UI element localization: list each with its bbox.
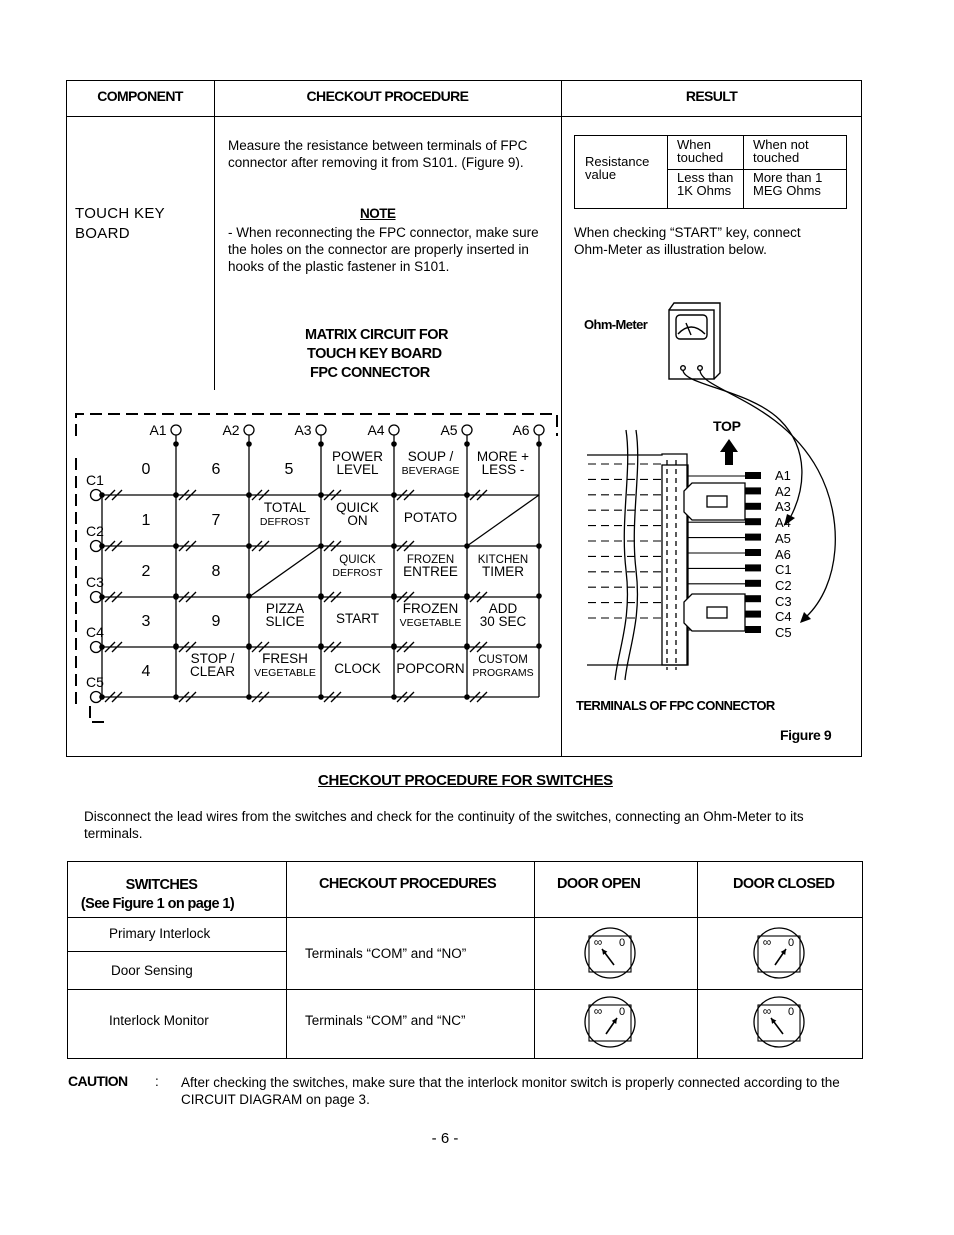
matrix-node-dot <box>464 593 470 599</box>
meter-scale-infinity: ∞ <box>593 1004 603 1018</box>
key-label-line1: POWER <box>331 449 384 464</box>
ohm-meter-label: Ohm-Meter <box>584 317 648 332</box>
key-label-line1: CUSTOM <box>478 654 528 666</box>
matrix-node-dot <box>246 543 252 549</box>
procedure-text: Measure the resistance between terminals of FPC connector after removing it from S101. (Figure 9). <box>228 138 528 170</box>
fpc-terminal-pin <box>745 503 761 510</box>
key-label: 9 <box>211 613 221 630</box>
column-terminal-a2 <box>244 425 254 435</box>
key-label-line2: ENTREE <box>403 564 458 579</box>
matrix-node-dot <box>173 694 179 700</box>
terminals-caption: TERMINALS OF FPC CONNECTOR <box>576 698 775 713</box>
key-label-line1: FROZEN <box>406 554 455 566</box>
header-door-open: DOOR OPEN <box>557 876 641 892</box>
key-label-line2: 30 SEC <box>479 614 527 629</box>
row-group1-procedure: Terminals “COM” and “NO” <box>305 946 467 961</box>
fpc-terminal-pin <box>745 534 761 541</box>
switch-section-intro: Disconnect the lead wires from the switches and check for the continuity of the switches, connecting an Ohm-Meter to its terminals. <box>84 809 804 841</box>
matrix-node-dot <box>391 492 397 498</box>
meter-scale-zero: 0 <box>787 1006 795 1018</box>
when-touched: When touched <box>677 137 724 165</box>
meter-scale-infinity: ∞ <box>762 1004 772 1018</box>
page-number: - 6 - <box>431 1130 459 1147</box>
matrix-node-dot <box>246 492 252 498</box>
matrix-node-dot <box>173 441 179 447</box>
matrix-node-dot <box>173 643 179 649</box>
row-label-c2: C2 <box>86 523 104 539</box>
header-component: COMPONENT <box>97 88 183 104</box>
row-group2-procedure: Terminals “COM” and “NC” <box>305 1013 466 1028</box>
caution-colon: : <box>155 1074 159 1089</box>
matrix-node-dot <box>318 593 324 599</box>
column-label-a1: A1 <box>149 422 167 438</box>
fpc-terminal-pin <box>745 549 761 556</box>
header-procedure: CHECKOUT PROCEDURE <box>306 88 469 104</box>
matrix-node-dot <box>464 643 470 649</box>
column-label-a4: A4 <box>367 422 385 438</box>
terminal-label-a2: A2 <box>775 483 791 499</box>
ohm-meter-group1-open <box>585 928 635 978</box>
when-not-touched: When not touched <box>753 137 809 165</box>
header-door-closed: DOOR CLOSED <box>733 876 835 892</box>
key-label-line1: FROZEN <box>402 601 459 616</box>
key-label: 5 <box>284 461 294 478</box>
matrix-node-dot <box>246 593 252 599</box>
plastic-hooks <box>684 483 745 631</box>
matrix-node-dot <box>464 441 470 447</box>
key-label-line2: SLICE <box>265 614 305 629</box>
switch-section-title: CHECKOUT PROCEDURE FOR SWITCHES <box>318 772 613 789</box>
terminal-label-c2: C2 <box>775 577 792 593</box>
matrix-node-dot <box>99 492 105 498</box>
key-label-line1: QUICK <box>336 500 379 515</box>
column-label-a5: A5 <box>440 422 458 438</box>
matrix-node-dot <box>536 441 542 447</box>
fpc-terminal-pin <box>745 595 761 602</box>
fpc-terminal-pin <box>745 580 761 587</box>
key-label: 2 <box>141 563 151 580</box>
meter-readings <box>560 920 820 1055</box>
matrix-node-dot <box>99 694 105 700</box>
figure-label: Figure 9 <box>780 727 832 743</box>
key-label-line2: TIMER <box>482 564 524 579</box>
terminal-labels <box>775 468 792 641</box>
cable-wires <box>615 430 638 680</box>
matrix-node-dot <box>318 643 324 649</box>
row-label-c5: C5 <box>86 674 104 690</box>
matrix-node-dot <box>391 593 397 599</box>
ohm-meter-group2-open <box>585 997 635 1047</box>
terminal-label-c1: C1 <box>775 562 792 578</box>
key-label-line1: FRESH <box>262 651 308 666</box>
fpc-terminal-pin <box>745 564 761 571</box>
matrix-node-dot <box>391 643 397 649</box>
caution-text: After checking the switches, make sure that the interlock monitor switch is properly connected according to the CIRCUIT DIAGRAM on page 3. <box>181 1075 840 1107</box>
matrix-node-dot <box>464 543 470 549</box>
fpc-terminal-pin <box>745 472 761 479</box>
empty-cell-diagonal <box>467 495 539 546</box>
key-label: 3 <box>141 613 151 630</box>
terminal-label-a4: A4 <box>775 515 791 531</box>
matrix-node-dot <box>318 543 324 549</box>
column-terminal-a6 <box>534 425 544 435</box>
key-label-line2: DEFROST <box>259 516 311 528</box>
matrix-node-dot <box>391 694 397 700</box>
matrix-node-dot <box>318 441 324 447</box>
key-label-line1: STOP / <box>190 651 235 666</box>
meter-scale-infinity: ∞ <box>762 935 772 949</box>
matrix-node-dot <box>173 543 179 549</box>
key-label-line2: PROGRAMS <box>472 667 534 679</box>
matrix-node-dot <box>99 644 105 650</box>
meter-scale-infinity: ∞ <box>593 935 603 949</box>
empty-cell-diagonal <box>249 546 321 597</box>
column-terminal-a3 <box>316 425 326 435</box>
top-arrow <box>720 439 738 465</box>
meter-scale-zero: 0 <box>618 937 626 949</box>
ohm-meter-group2-closed <box>754 997 804 1047</box>
column-terminal-a4 <box>389 425 399 435</box>
column-terminal-a5 <box>462 425 472 435</box>
matrix-title-line-1: MATRIX CIRCUIT FOR <box>305 327 448 343</box>
key-label-line1: MORE + <box>476 449 530 464</box>
column-terminal-a1 <box>171 425 181 435</box>
result-column-divider <box>561 80 562 757</box>
note-text: - When reconnecting the FPC connector, make sure the holes on the connector are properly inserted in hooks of the plastic fastener in S101. <box>228 225 539 274</box>
top-table-header-divider <box>66 116 862 117</box>
component-name: TOUCH KEY BOARD <box>75 205 165 242</box>
row-interlock-monitor: Interlock Monitor <box>109 1013 209 1028</box>
column-label-a2: A2 <box>222 422 240 438</box>
fpc-terminal-pin <box>745 518 761 525</box>
column-label-a3: A3 <box>294 422 312 438</box>
key-label-line2: VEGETABLE <box>254 667 316 679</box>
key-label: POTATO <box>403 510 458 525</box>
terminal-label-a1: A1 <box>775 468 791 483</box>
matrix-node-dot <box>173 593 179 599</box>
matrix-node-dot <box>246 643 252 649</box>
matrix-circuit-diagram <box>66 400 561 730</box>
terminal-label-a6: A6 <box>775 546 791 562</box>
fpc-terminal-pin <box>745 611 761 618</box>
terminal-label-c3: C3 <box>775 593 792 609</box>
component-column-divider <box>214 80 215 390</box>
matrix-node-dot <box>173 492 179 498</box>
key-label: POPCORN <box>396 661 465 676</box>
key-label-line1: QUICK <box>339 554 376 566</box>
matrix-title-line-2: TOUCH KEY BOARD <box>307 346 442 362</box>
key-label-line1: ADD <box>488 601 518 616</box>
result-note: When checking “START” key, connect Ohm-Meter as illustration below. <box>574 225 801 257</box>
terminal-label-c5: C5 <box>775 625 792 641</box>
terminal-label-c4: C4 <box>775 609 792 625</box>
matrix-node-dot <box>391 441 397 447</box>
key-label-line2: ON <box>347 513 368 528</box>
key-label-line1: TOTAL <box>263 500 307 515</box>
key-label-line1: SOUP / <box>407 449 454 464</box>
key-label: 4 <box>141 663 151 680</box>
key-label: START <box>335 611 380 626</box>
resistance-table <box>574 135 847 209</box>
column-label-a6: A6 <box>512 422 530 438</box>
key-label: 8 <box>211 563 221 580</box>
not-touched-value: More than 1 MEG Ohms <box>753 170 823 198</box>
key-label-line2: DEFROST <box>332 567 383 579</box>
matrix-node-dot <box>536 643 542 649</box>
row-primary-interlock: Primary Interlock <box>109 926 211 941</box>
matrix-node-dot <box>318 694 324 700</box>
matrix-node-dot <box>99 543 105 549</box>
key-label: 0 <box>141 461 151 478</box>
fpc-terminal-pin <box>745 487 761 494</box>
key-label-line2: CLEAR <box>189 664 236 679</box>
matrix-node-dot <box>99 594 105 600</box>
key-label-line1: PIZZA <box>265 601 305 616</box>
matrix-node-dot <box>246 441 252 447</box>
key-label: 7 <box>211 512 221 529</box>
matrix-node-dot <box>464 694 470 700</box>
matrix-node-dot <box>318 492 324 498</box>
key-label-line2: BEVERAGE <box>401 465 460 477</box>
resistance-row-label: Resistance value <box>585 154 650 182</box>
meter-scale-zero: 0 <box>618 1006 626 1018</box>
row-label-c1: C1 <box>86 472 104 488</box>
terminal-label-a5: A5 <box>775 530 791 546</box>
terminal-label-a3: A3 <box>775 499 791 515</box>
fpc-connector-figure <box>565 295 857 695</box>
key-label-line1: KITCHEN <box>477 554 529 566</box>
matrix-grid <box>91 425 545 703</box>
row-door-sensing: Door Sensing <box>111 963 193 978</box>
matrix-node-dot <box>246 694 252 700</box>
top-label: TOP <box>713 418 741 434</box>
key-label-line2: VEGETABLE <box>399 617 462 629</box>
matrix-node-dot <box>464 492 470 498</box>
key-label: CLOCK <box>334 661 381 676</box>
row-label-c4: C4 <box>86 624 104 640</box>
ohm-meter-group1-closed <box>754 928 804 978</box>
key-label-line2: LEVEL <box>336 462 379 477</box>
meter-scale-zero: 0 <box>787 937 795 949</box>
fpc-connector-body <box>587 454 688 670</box>
matrix-node-dot <box>391 543 397 549</box>
note-title: NOTE <box>360 206 396 221</box>
key-label: 1 <box>141 512 151 529</box>
matrix-node-dot <box>536 543 542 549</box>
header-result: RESULT <box>685 88 738 104</box>
fpc-terminal-pin <box>745 626 761 633</box>
header-switches <box>67 876 314 914</box>
key-label-line2: LESS - <box>481 462 525 477</box>
matrix-title <box>305 326 448 383</box>
caution-label: CAUTION <box>68 1073 128 1089</box>
matrix-node-dot <box>536 593 542 599</box>
header-switches-line-2: (See Figure 1 on page 1) <box>80 896 235 912</box>
key-label: 6 <box>211 461 221 478</box>
header-switches-line-1: SWITCHES <box>125 877 198 893</box>
touched-value: Less than 1K Ohms <box>677 170 734 198</box>
row-label-c3: C3 <box>86 574 104 590</box>
header-procedures: CHECKOUT PROCEDURES <box>319 876 497 892</box>
matrix-title-line-3: FPC CONNECTOR <box>310 365 430 381</box>
ohm-meter-icon <box>669 303 720 379</box>
